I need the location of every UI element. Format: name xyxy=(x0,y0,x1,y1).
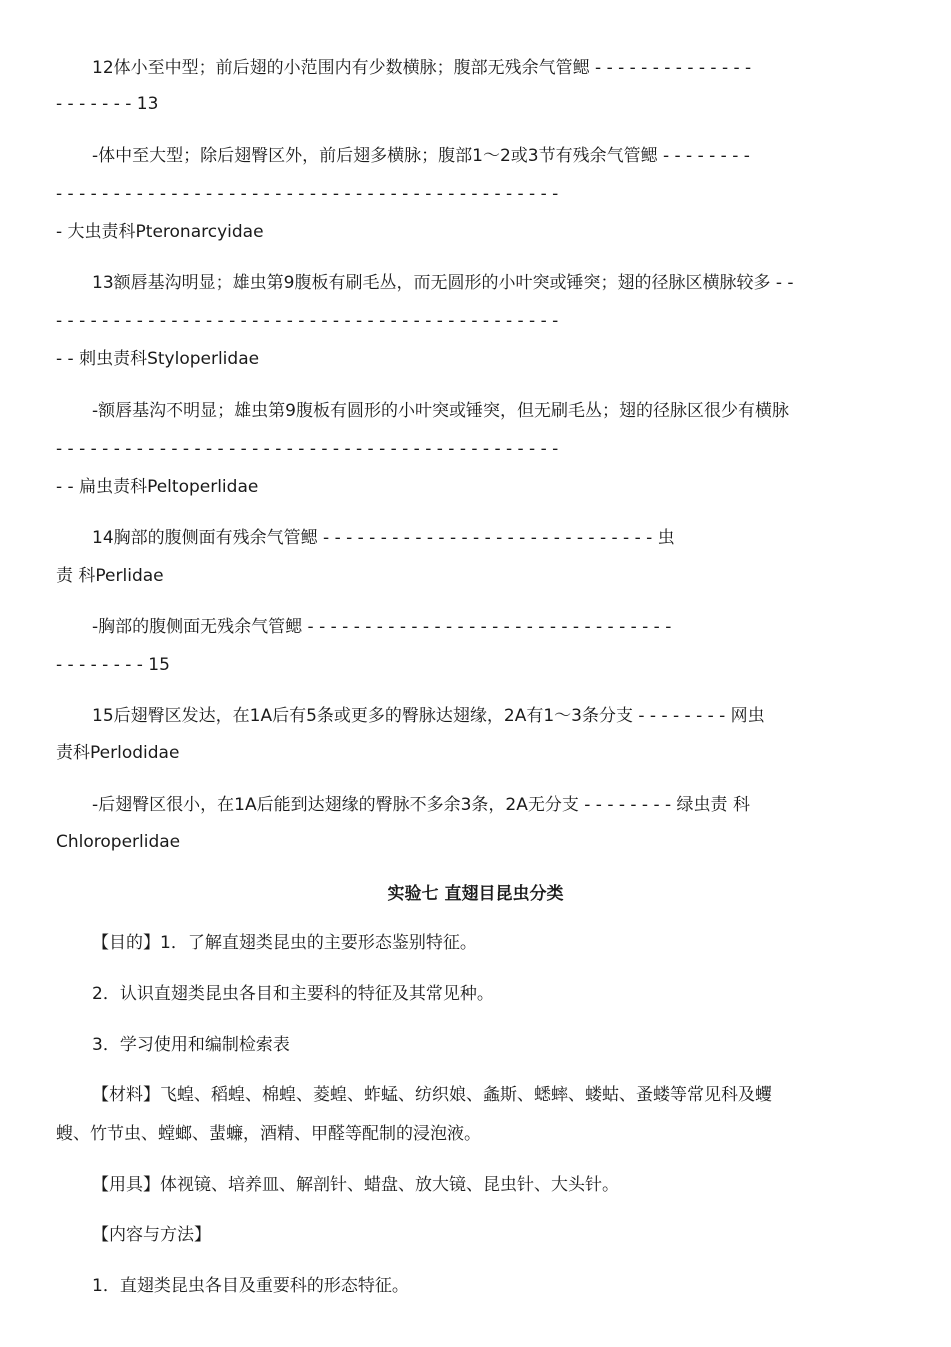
key-14b-line1: -胸部的腹侧面无残余气管鳃 - - - - - - - - - - - - - - - - - - - - - - - - - - - - - - - - xyxy=(92,617,672,637)
purpose-line1: 【目的】1．了解直翅类昆虫的主要形态鉴别特征。 xyxy=(92,933,477,953)
key-13b-line3: - - 扁虫责科Peltoperlidae xyxy=(56,477,259,497)
key-14b-line2: - - - - - - - - 15 xyxy=(56,655,170,675)
content-heading: 【内容与方法】 xyxy=(92,1225,211,1245)
purpose-line3: 3．学习使用和编制检索表 xyxy=(92,1035,290,1055)
key-12b-line2: - - - - - - - - - - - - - - - - - - - - - - - - - - - - - - - - - - - - - - - - - - - - xyxy=(56,184,559,204)
key-15-line1: 15后翅臀区发达，在1A后有5条或更多的臀脉达翅缘，2A有1～3条分支 - - - - - - - - 网虫 xyxy=(92,706,765,726)
tools-line: 【用具】体视镜、培养皿、解剖针、蜡盘、放大镜、昆虫针、大头针。 xyxy=(92,1175,619,1195)
key-12-line2: - - - - - - - 13 xyxy=(56,94,159,114)
section-title: 实验七 直翅目昆虫分类 xyxy=(387,884,564,904)
key-15b-line2: Chloroperlidae xyxy=(56,832,181,852)
key-13b-line1: -额唇基沟不明显；雄虫第9腹板有圆形的小叶突或锤突，但无刷毛丛；翅的径脉区很少有横脉 xyxy=(92,401,789,421)
key-13b-line2: - - - - - - - - - - - - - - - - - - - - - - - - - - - - - - - - - - - - - - - - - - - - xyxy=(56,439,559,459)
key-13-line2: - - - - - - - - - - - - - - - - - - - - - - - - - - - - - - - - - - - - - - - - - - - - xyxy=(56,311,559,331)
materials-line1: 【材料】飞蝗、稻蝗、棉蝗、菱蝗、蚱蜢、纺织娘、螽斯、蟋蟀、蝼蛄、蚤蝼等常见科及蠼 xyxy=(92,1085,772,1105)
key-15b-line1: -后翅臀区很小，在1A后能到达翅缘的臀脉不多余3条，2A无分支 - - - - - - - - 绿虫责 科 xyxy=(92,795,750,815)
key-12b-line3: - 大虫责科Pteronarcyidae xyxy=(56,222,264,242)
key-15-line2: 责科Perlodidae xyxy=(56,743,180,763)
key-13-line1: 13额唇基沟明显；雄虫第9腹板有刷毛丛，而无圆形的小叶突或锤突；翅的径脉区横脉较多 - - xyxy=(92,273,794,293)
key-13-line3: - - 刺虫责科Styloperlidae xyxy=(56,349,260,369)
key-14-line2: 责 科Perlidae xyxy=(56,566,164,586)
materials-line2: 螋、竹节虫、螳螂、蜚蠊，酒精、甲醛等配制的浸泡液。 xyxy=(56,1124,481,1144)
key-12b-line1: -体中至大型；除后翅臀区外，前后翅多横脉；腹部1～2或3节有残余气管鳃 - - - - - - - - xyxy=(92,146,750,166)
key-14-line1: 14胸部的腹侧面有残余气管鳃 - - - - - - - - - - - - - - - - - - - - - - - - - - - - - 虫 xyxy=(92,528,675,548)
content-item-1: 1．直翅类昆虫各目及重要科的形态特征。 xyxy=(92,1276,409,1296)
key-12-line1: 12体小至中型；前后翅的小范围内有少数横脉；腹部无残余气管鳃 - - - - - - - - - - - - - - xyxy=(92,58,752,78)
purpose-line2: 2．认识直翅类昆虫各目和主要科的特征及其常见种。 xyxy=(92,984,494,1004)
